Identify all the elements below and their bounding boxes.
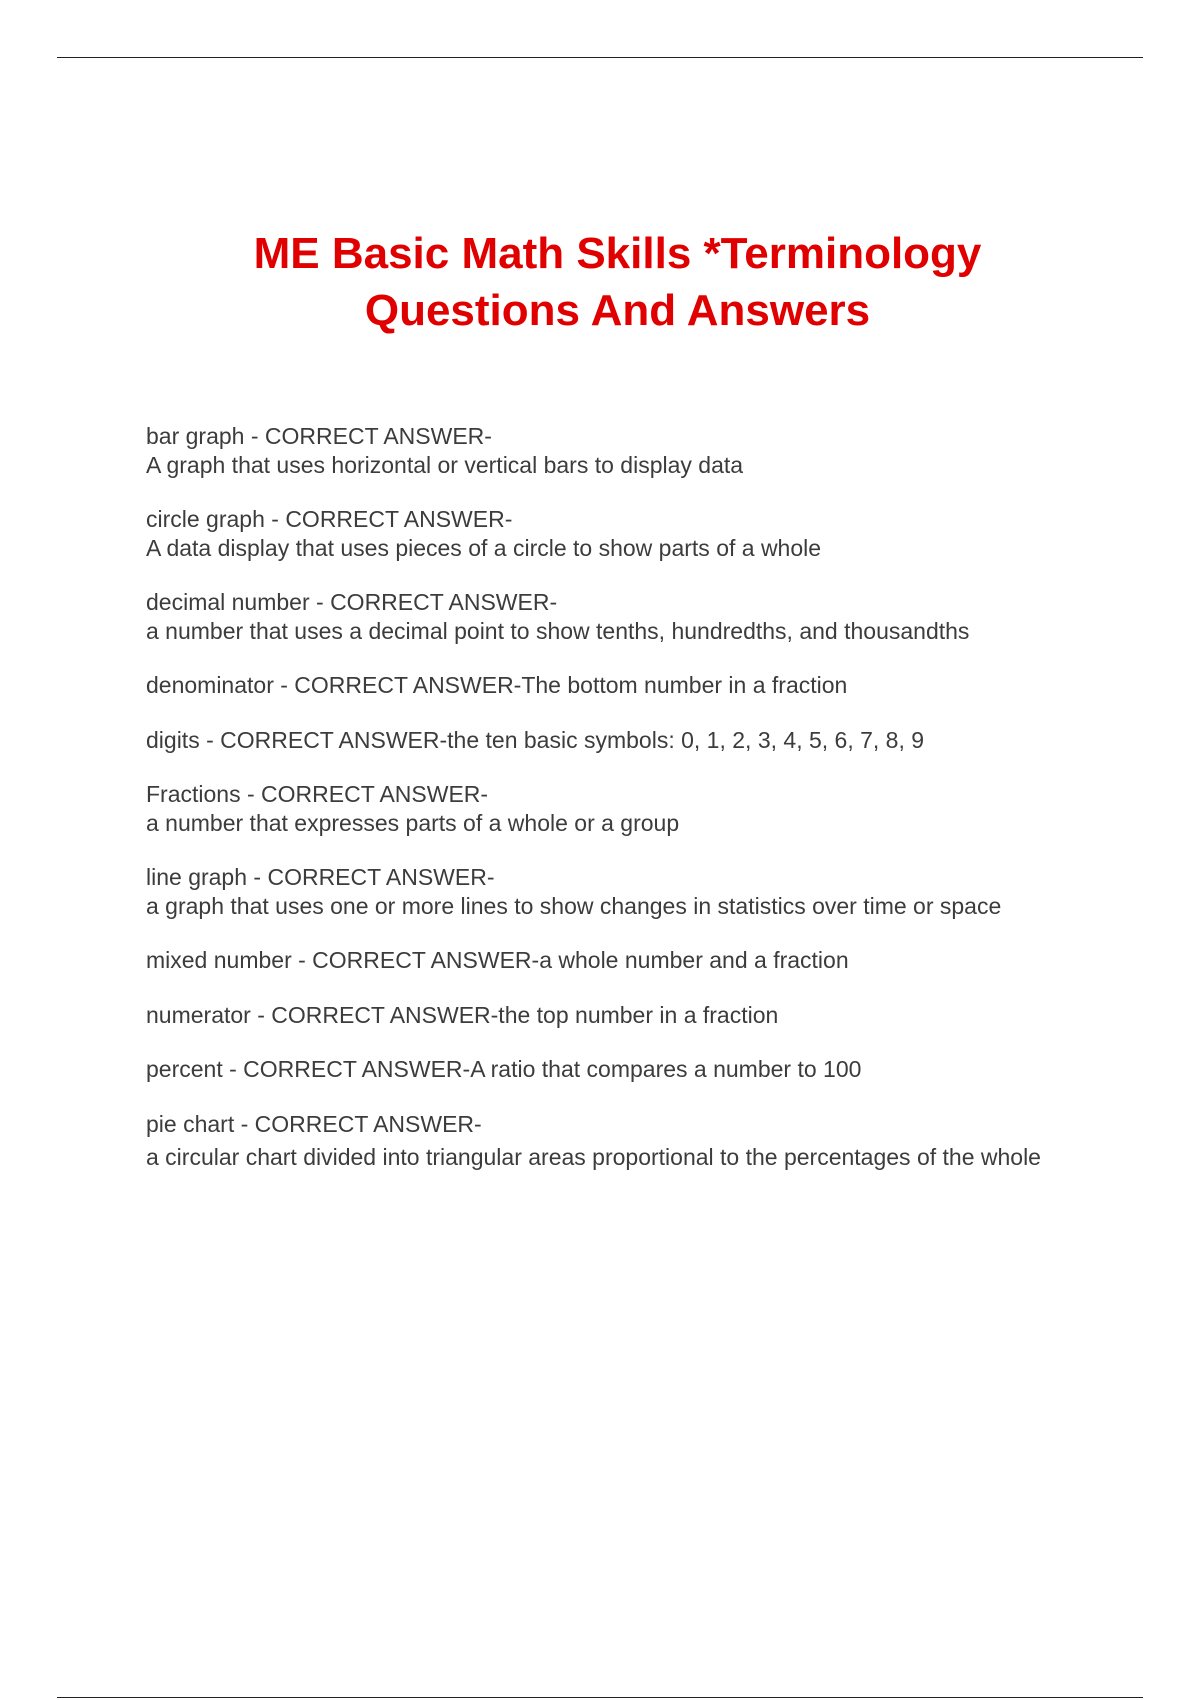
entry-term: decimal number - CORRECT ANSWER- <box>146 589 558 615</box>
qa-entry-digits <box>146 726 1091 755</box>
bottom-rule <box>57 1697 1143 1698</box>
entry-term: line graph - CORRECT ANSWER- <box>146 864 495 890</box>
entry-term: numerator - CORRECT ANSWER-the top number in a fraction <box>146 1001 779 1028</box>
entry-term: Fractions - CORRECT ANSWER- <box>146 781 489 807</box>
qa-entry-line-graph <box>146 863 1091 920</box>
title-line-1: ME Basic Math Skills *Terminology <box>253 229 982 278</box>
entry-term: pie chart - CORRECT ANSWER- <box>146 1110 482 1137</box>
qa-entry-decimal-number <box>146 588 1091 645</box>
top-rule <box>57 57 1143 58</box>
qa-entry-numerator <box>146 1001 1091 1030</box>
qa-entry-denominator <box>146 671 1091 700</box>
entry-definition: a circular chart divided into triangular areas proportional to the percentages of the whole <box>146 1144 1041 1170</box>
qa-entry-bar-graph <box>146 422 1091 479</box>
entry-definition: a number that expresses parts of a whole or a group <box>146 809 680 836</box>
entry-term: percent - CORRECT ANSWER-A ratio that compares a number to 100 <box>146 1056 862 1082</box>
entry-term: digits - CORRECT ANSWER-the ten basic symbols: 0, 1, 2, 3, 4, 5, 6, 7, 8, 9 <box>146 726 925 753</box>
entry-definition: A graph that uses horizontal or vertical bars to display data <box>146 451 744 478</box>
title-line-2: Questions And Answers <box>364 286 871 335</box>
qa-entry-pie-chart <box>146 1110 1091 1174</box>
qa-entry-mixed-number <box>146 946 1091 975</box>
entry-term: circle graph - CORRECT ANSWER- <box>146 506 513 532</box>
entry-definition: a number that uses a decimal point to show tenths, hundredths, and thousandths <box>146 617 970 644</box>
qa-entry-percent <box>146 1055 1091 1084</box>
entry-definition: A data display that uses pieces of a circle to show parts of a whole <box>146 534 822 561</box>
qa-list <box>146 422 1091 1199</box>
qa-entry-fractions <box>146 780 1091 837</box>
entry-definition: a graph that uses one or more lines to show changes in statistics over time or space <box>146 892 1002 919</box>
entry-term: mixed number - CORRECT ANSWER-a whole number and a fraction <box>146 947 849 973</box>
document-title <box>100 225 1135 339</box>
entry-term: bar graph - CORRECT ANSWER- <box>146 423 492 449</box>
entry-term: denominator - CORRECT ANSWER-The bottom number in a fraction <box>146 672 848 698</box>
qa-entry-circle-graph <box>146 505 1091 562</box>
